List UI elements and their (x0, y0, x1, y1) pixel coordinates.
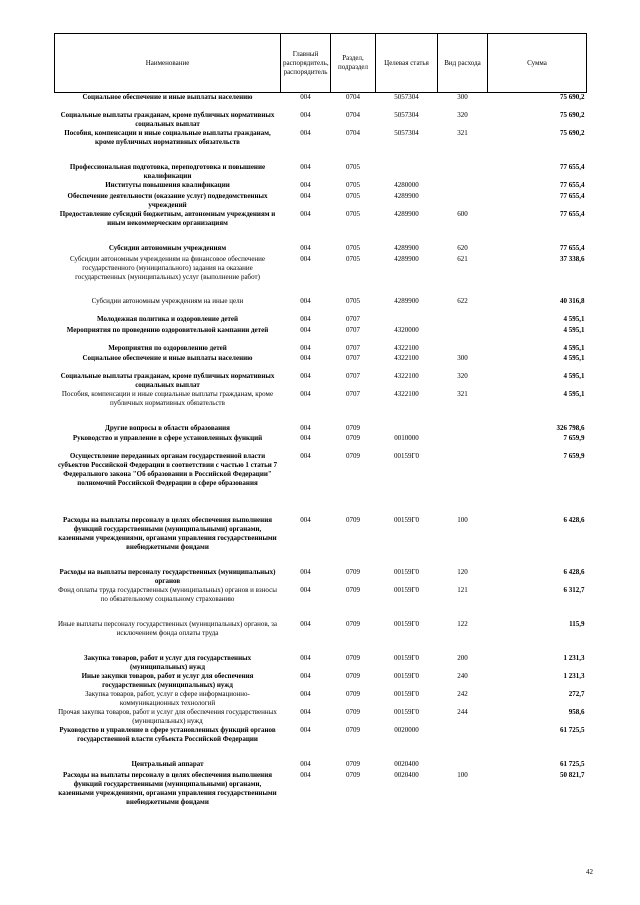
row-grbs: 004 (300, 128, 311, 137)
row-grbs: 004 (300, 653, 311, 662)
row-section: 0709 (346, 689, 360, 698)
row-grbs: 004 (300, 243, 311, 252)
row-name: Социальное обеспечение и иные выплаты населению (82, 353, 253, 362)
row-target: 5057304 (394, 93, 419, 101)
table-row (55, 390, 587, 424)
table-row (55, 192, 587, 210)
table-row (55, 672, 587, 690)
row-expense-type: 242 (457, 689, 468, 698)
row-sum: 6 428,6 (563, 515, 585, 524)
row-section: 0707 (346, 371, 360, 380)
row-grbs: 004 (300, 110, 311, 119)
row-name: Субсидии автономным учреждениям (108, 243, 227, 252)
row-name: Пособия, компенсации и иные социальные выплаты гражданам, кроме публичных нормативных обязательств (64, 128, 271, 146)
table-row (55, 424, 587, 434)
row-target: 0020400 (394, 759, 419, 768)
row-target: 5057304 (394, 128, 419, 137)
row-target: 4289900 (394, 243, 419, 252)
row-target: 00159Г0 (393, 671, 420, 680)
row-target: 00159Г0 (393, 619, 420, 628)
row-sum: 50 821,7 (560, 770, 585, 779)
row-section: 0707 (346, 353, 360, 362)
row-target (376, 315, 438, 326)
row-section: 0709 (346, 567, 360, 576)
row-target: 4322100 (394, 353, 419, 362)
row-sum: 77 655,4 (560, 243, 585, 252)
table-row (55, 315, 587, 326)
row-target: 4289900 (394, 209, 419, 218)
row-expense-type: 240 (457, 671, 468, 680)
table-row (55, 620, 587, 654)
row-name: Иные закупки товаров, работ и услуг для обеспечения государственных (муниципальных) нужд (81, 671, 254, 689)
row-grbs: 004 (300, 254, 311, 263)
table-row (55, 181, 587, 192)
table-row (55, 516, 587, 568)
row-grbs: 004 (300, 619, 311, 628)
header-section: Раздел, подраздел (331, 34, 376, 93)
table-row (55, 568, 587, 586)
row-expense-type: 621 (457, 254, 468, 263)
row-sum: 6 428,6 (563, 567, 585, 576)
row-grbs: 004 (300, 770, 311, 779)
row-name: Иные выплаты персоналу государственных (муниципальных) органов, за исключением фонда оплаты труда (57, 619, 278, 637)
row-target: 4289900 (394, 254, 419, 263)
row-grbs: 004 (300, 585, 311, 594)
row-expense-type (438, 344, 488, 354)
row-grbs: 004 (300, 296, 311, 305)
row-grbs: 004 (300, 515, 311, 524)
table-row (55, 297, 587, 315)
row-name: Молодежная политика и оздоровление детей (96, 314, 239, 323)
row-expense-type: 321 (457, 389, 468, 398)
table-row (55, 452, 587, 516)
row-section: 0707 (346, 389, 360, 398)
row-expense-type (438, 760, 488, 771)
row-expense-type: 200 (457, 653, 468, 662)
row-section: 0709 (346, 433, 360, 442)
row-section: 0704 (346, 110, 360, 119)
row-expense-type: 122 (457, 619, 468, 628)
row-sum: 326 798,6 (556, 423, 585, 432)
row-grbs: 004 (300, 689, 311, 698)
row-sum: 4 595,1 (563, 371, 585, 380)
row-target: 00159Г0 (393, 567, 420, 576)
row-sum: 77 655,4 (560, 191, 585, 200)
row-section: 0709 (346, 515, 360, 524)
row-target: 4322100 (394, 343, 419, 352)
row-sum: 40 316,8 (560, 296, 585, 305)
header-expense-type: Вид расхода (438, 34, 488, 93)
row-expense-type: 600 (457, 209, 468, 218)
table-row (55, 708, 587, 726)
row-grbs: 004 (300, 353, 311, 362)
row-expense-type: 320 (457, 371, 468, 380)
table-row (55, 111, 587, 129)
row-expense-type: 100 (457, 770, 468, 779)
table-row (55, 372, 587, 390)
row-section: 0709 (346, 671, 360, 680)
row-target: 0020400 (394, 770, 419, 779)
row-name: Другие вопросы в области образования (105, 423, 230, 432)
budget-table (54, 33, 587, 823)
row-sum: 37 338,6 (560, 254, 585, 263)
row-name: Профессиональная подготовка, переподготовка и повышение квалификации (69, 162, 266, 180)
row-name: Субсидии автономным учреждениям на финансовое обеспечение государственного (муниципального) задания на оказание государственных (муниципальных) услуг (выполнение работ) (69, 254, 266, 281)
row-expense-type (438, 326, 488, 344)
row-name: Социальные выплаты гражданам, кроме публичных нормативных социальных выплат (60, 110, 275, 128)
row-expense-type: 321 (457, 128, 468, 137)
row-target: 00159Г0 (393, 515, 420, 524)
row-name: Центральный аппарат (131, 759, 204, 768)
row-section: 0705 (346, 191, 360, 200)
row-section: 0709 (346, 423, 360, 432)
row-sum: 272,7 (568, 689, 585, 698)
row-target: 4280000 (394, 180, 419, 189)
row-expense-type: 120 (457, 567, 468, 576)
row-sum: 61 725,5 (560, 759, 585, 768)
row-sum: 115,9 (569, 619, 585, 628)
row-section: 0707 (346, 343, 360, 352)
row-expense-type: 622 (457, 296, 468, 305)
table-body (55, 93, 587, 823)
row-target: 00159Г0 (393, 707, 420, 716)
row-section: 0707 (346, 325, 360, 334)
row-name: Расходы на выплаты персоналу государственных (муниципальных) органов (59, 567, 276, 585)
row-grbs: 004 (300, 389, 311, 398)
row-target: 00159Г0 (393, 653, 420, 662)
row-sum: 75 690,2 (560, 110, 585, 119)
row-sum: 4 595,1 (563, 325, 585, 334)
row-section: 0707 (346, 314, 360, 323)
row-sum: 4 595,1 (563, 353, 585, 362)
row-name: Субсидии автономным учреждениям на иные цели (91, 296, 244, 305)
row-target: 0010000 (394, 433, 419, 442)
row-grbs: 004 (300, 209, 311, 218)
table-row (55, 654, 587, 672)
header-target: Целевая статья (376, 34, 438, 93)
row-grbs: 004 (300, 671, 311, 680)
row-expense-type (438, 726, 488, 760)
row-target: 4322100 (394, 371, 419, 380)
row-expense-type: 100 (457, 515, 468, 524)
table-row (55, 255, 587, 297)
row-section: 0705 (346, 180, 360, 189)
row-section: 0705 (346, 296, 360, 305)
row-section: 0709 (346, 770, 360, 779)
row-sum: 7 659,9 (563, 433, 585, 442)
row-name: Прочая закупка товаров, работ и услуг для обеспечения государственных (муниципальных) нужд (58, 707, 277, 725)
row-target (376, 163, 438, 181)
row-expense-type (438, 181, 488, 192)
row-sum: 7 659,9 (563, 451, 585, 460)
table-row (55, 210, 587, 244)
row-target: 4289900 (394, 191, 419, 200)
row-name: Расходы на выплаты персоналу в целях обеспечения выполнения функций государственными (муниципальными) органами, казенными учреждениями, органами управления государственными внебюджетными фондами (58, 770, 277, 806)
row-grbs: 004 (300, 371, 311, 380)
header-name: Наименование (55, 34, 281, 93)
row-expense-type (438, 424, 488, 434)
row-target: 5057304 (394, 110, 419, 119)
row-name: Руководство и управление в сфере установленных функций (72, 433, 263, 442)
row-grbs: 004 (300, 343, 311, 352)
row-grbs: 004 (300, 759, 311, 768)
row-target: 4320000 (394, 325, 419, 334)
row-grbs: 004 (300, 725, 311, 734)
row-target: 00159Г0 (393, 585, 420, 594)
row-expense-type: 121 (457, 585, 468, 594)
row-section: 0709 (346, 585, 360, 594)
table-row (55, 244, 587, 255)
row-sum: 958,6 (568, 707, 585, 716)
row-name: Руководство и управление в сфере установленных функций органов государственной власти субъекта Российской Федерации (59, 725, 276, 743)
row-section: 0705 (346, 162, 360, 171)
row-name: Закупка товаров, работ, услуг в сфере информационно-коммуникационных технологий (85, 689, 250, 707)
row-expense-type (438, 452, 488, 516)
row-name: Мероприятия по оздоровлению детей (108, 343, 227, 352)
row-grbs: 004 (300, 451, 311, 460)
row-name: Институты повышения квалификации (105, 180, 230, 189)
row-sum: 61 725,5 (560, 725, 585, 734)
table-row (55, 354, 587, 372)
row-expense-type: 244 (457, 707, 468, 716)
table-row (55, 690, 587, 708)
row-target: 00159Г0 (393, 689, 420, 698)
row-expense-type: 320 (457, 110, 468, 119)
row-grbs: 004 (300, 93, 311, 101)
row-target: 0020000 (394, 725, 419, 734)
row-name: Предоставление субсидий бюджетным, автономным учреждениям и иным некоммерческим организациям (59, 209, 276, 227)
row-section: 0709 (346, 759, 360, 768)
row-sum: 4 595,1 (563, 343, 585, 352)
row-section: 0704 (346, 128, 360, 137)
row-name: Социальные выплаты гражданам, кроме публичных нормативных социальных выплат (60, 371, 275, 389)
row-section: 0709 (346, 707, 360, 716)
row-target (376, 424, 438, 434)
row-target: 4289900 (394, 296, 419, 305)
row-section: 0709 (346, 653, 360, 662)
row-grbs: 004 (300, 314, 311, 323)
row-target: 4322100 (394, 389, 419, 398)
table-row (55, 586, 587, 620)
table-row (55, 771, 587, 823)
table-row (55, 163, 587, 181)
table-row (55, 726, 587, 760)
row-expense-type: 300 (457, 353, 468, 362)
row-sum: 6 312,7 (563, 585, 585, 594)
row-section: 0705 (346, 254, 360, 263)
table-row (55, 93, 587, 111)
row-grbs: 004 (300, 707, 311, 716)
row-target: 00159Г0 (393, 451, 420, 460)
row-sum: 75 690,2 (560, 93, 585, 101)
row-name: Социальное обеспечение и иные выплаты населению (82, 93, 253, 101)
table-row (55, 760, 587, 771)
row-section: 0709 (346, 451, 360, 460)
row-name: Обеспечение деятельности (оказание услуг) подведомственных учреждений (67, 191, 268, 209)
table-row (55, 326, 587, 344)
row-grbs: 004 (300, 191, 311, 200)
table-row (55, 434, 587, 452)
row-expense-type (438, 434, 488, 452)
row-sum: 1 231,3 (563, 653, 585, 662)
row-expense-type: 620 (457, 243, 468, 252)
row-expense-type (438, 192, 488, 210)
row-section: 0705 (346, 243, 360, 252)
row-name: Пособия, компенсации и иные социальные выплаты гражданам, кроме публичных нормативных обязательств (61, 389, 274, 407)
row-sum: 4 595,1 (563, 389, 585, 398)
header-grbs: Главный распорядитель, распорядитель (281, 34, 331, 93)
row-section: 0709 (346, 725, 360, 734)
row-expense-type: 300 (457, 93, 468, 101)
row-name: Осуществление переданных органам государственной власти субъектов Российской Федерации в соответствии с частью 1 статьи 7 Федерального закона "Об образовании в Российской Федерации" полномочий Российской Федерации в сфере образования (57, 451, 278, 487)
table-header-row (55, 34, 587, 93)
row-grbs: 004 (300, 433, 311, 442)
row-name: Закупка товаров, работ и услуг для государственных (муниципальных) нужд (83, 653, 252, 671)
row-grbs: 004 (300, 567, 311, 576)
row-sum: 77 655,4 (560, 209, 585, 218)
row-name: Расходы на выплаты персоналу в целях обеспечения выполнения функций государственными (муниципальными) органами, казенными учреждениями, органами управления государственными внебюджетными фондами (58, 515, 277, 551)
row-expense-type (438, 163, 488, 181)
table-row (55, 344, 587, 354)
row-sum: 77 655,4 (560, 180, 585, 189)
row-sum: 75 690,2 (560, 128, 585, 137)
row-grbs: 004 (300, 162, 311, 171)
row-grbs: 004 (300, 180, 311, 189)
row-grbs: 004 (300, 325, 311, 334)
row-sum: 77 655,4 (560, 162, 585, 171)
table-row (55, 129, 587, 163)
row-expense-type (438, 315, 488, 326)
row-section: 0705 (346, 209, 360, 218)
row-grbs: 004 (300, 423, 311, 432)
row-sum: 4 595,1 (563, 314, 585, 323)
row-section: 0704 (346, 93, 360, 101)
row-name: Фонд оплаты труда государственных (муниципальных) органов и взносы по обязательному социальному страхованию (58, 585, 277, 603)
row-section: 0709 (346, 619, 360, 628)
header-sum: Сумма (488, 34, 587, 93)
page-number: 42 (586, 868, 593, 876)
row-name: Мероприятия по проведению оздоровительной кампании детей (66, 325, 269, 334)
row-sum: 1 231,3 (563, 671, 585, 680)
